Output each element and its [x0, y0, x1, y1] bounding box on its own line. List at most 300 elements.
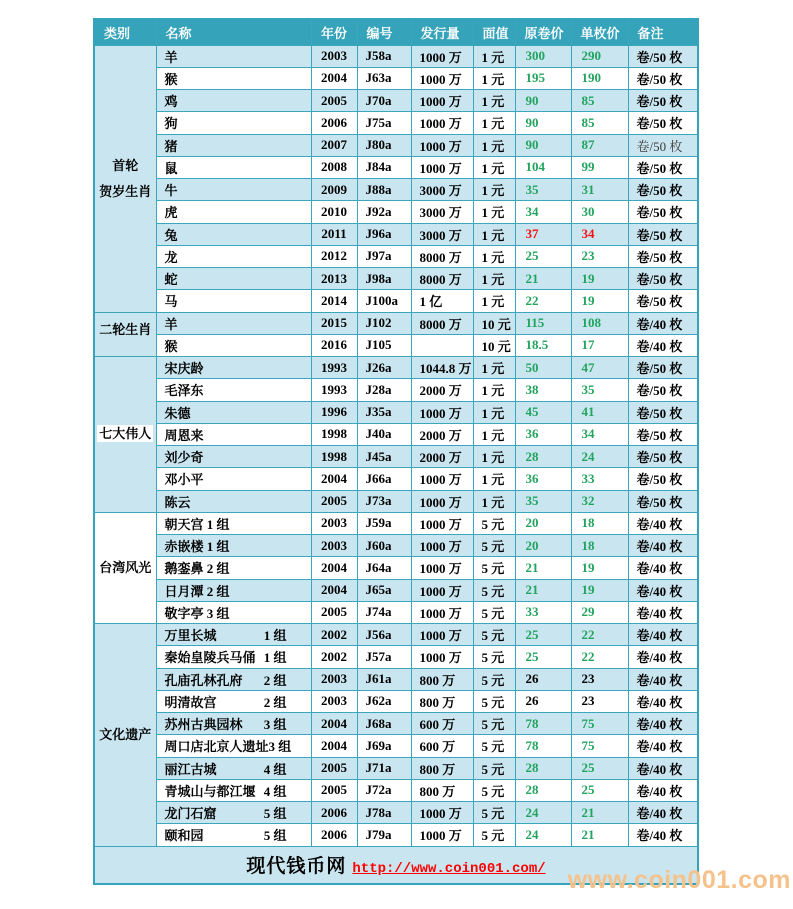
- cell-face-value: 1 元: [473, 67, 515, 89]
- cell-remark: 卷/50 枚: [628, 223, 698, 245]
- cell-volume: 1000 万: [411, 67, 473, 89]
- cell-unit-price: 29: [571, 601, 628, 623]
- cell-name: 狗: [156, 112, 311, 134]
- cell-face-value: 5 元: [473, 624, 515, 646]
- cell-unit-price: 85: [571, 112, 628, 134]
- cell-remark: 卷/40 枚: [628, 601, 698, 623]
- cell-unit-price: 23: [571, 245, 628, 267]
- cell-remark: 卷/40 枚: [628, 312, 698, 334]
- cell-name: 刘少奇: [156, 446, 311, 468]
- cell-unit-price: 24: [571, 446, 628, 468]
- cell-volume: 2000 万: [411, 446, 473, 468]
- cell-year: 2004: [311, 713, 357, 735]
- cell-roll-price: 26: [515, 668, 571, 690]
- cell-code: J60a: [357, 535, 411, 557]
- cell-year: 2010: [311, 201, 357, 223]
- cell-name: 羊: [156, 45, 311, 67]
- cell-year: 2005: [311, 601, 357, 623]
- cell-unit-price: 33: [571, 468, 628, 490]
- cell-roll-price: 45: [515, 401, 571, 423]
- group-label: 2 组: [263, 672, 287, 688]
- cell-unit-price: 22: [571, 646, 628, 668]
- cell-roll-price: 25: [515, 245, 571, 267]
- cell-unit-price: 290: [571, 45, 628, 67]
- cell-name: 龙: [156, 245, 311, 267]
- cell-volume: 1000 万: [411, 824, 473, 846]
- group-label: 5 组: [263, 806, 287, 822]
- cell-name: 青城山与都江堰 4 组: [156, 779, 311, 801]
- header-code: 编号: [357, 19, 411, 45]
- cell-year: 2004: [311, 67, 357, 89]
- cell-remark: 卷/50 枚: [628, 357, 698, 379]
- table-row: [94, 312, 698, 334]
- cell-name: 猪: [156, 134, 311, 156]
- cell-volume: 1000 万: [411, 156, 473, 178]
- cell-roll-price: 90: [515, 112, 571, 134]
- cell-code: J72a: [357, 779, 411, 801]
- cell-volume: 1000 万: [411, 802, 473, 824]
- table-row: [94, 646, 698, 668]
- table-row: [94, 757, 698, 779]
- cell-roll-price: 26: [515, 690, 571, 712]
- cell-face-value: 5 元: [473, 779, 515, 801]
- cell-code: J75a: [357, 112, 411, 134]
- cell-name: 马: [156, 290, 311, 312]
- cell-roll-price: 36: [515, 468, 571, 490]
- cell-year: 2003: [311, 45, 357, 67]
- header-row: [94, 19, 698, 45]
- cell-name: 赤嵌楼 1 组: [156, 535, 311, 557]
- cell-year: 2005: [311, 490, 357, 512]
- cell-name: 宋庆龄: [156, 357, 311, 379]
- cell-name: 邓小平: [156, 468, 311, 490]
- cell-code: J88a: [357, 179, 411, 201]
- cell-year: 2012: [311, 245, 357, 267]
- table-row: [94, 290, 698, 312]
- cell-code: J78a: [357, 802, 411, 824]
- cell-face-value: 1 元: [473, 446, 515, 468]
- cell-volume: 1 亿: [411, 290, 473, 312]
- cell-face-value: 10 元: [473, 312, 515, 334]
- table-row: [94, 468, 698, 490]
- cell-remark: 卷/50 枚: [628, 446, 698, 468]
- cell-unit-price: 34: [571, 423, 628, 445]
- cell-roll-price: 50: [515, 357, 571, 379]
- cell-name: 颐和园 5 组: [156, 824, 311, 846]
- cell-code: J97a: [357, 245, 411, 267]
- cell-name: 羊: [156, 312, 311, 334]
- cell-year: 2006: [311, 112, 357, 134]
- cell-name: 日月潭 2 组: [156, 579, 311, 601]
- cell-volume: 800 万: [411, 779, 473, 801]
- cell-code: J58a: [357, 45, 411, 67]
- cell-name: 毛泽东: [156, 379, 311, 401]
- cell-face-value: 5 元: [473, 668, 515, 690]
- cell-unit-price: 19: [571, 268, 628, 290]
- table-row: [94, 379, 698, 401]
- group-label: 5 组: [263, 828, 287, 844]
- cell-face-value: 5 元: [473, 690, 515, 712]
- cell-name: 龙门石窟 5 组: [156, 802, 311, 824]
- cell-code: J64a: [357, 557, 411, 579]
- table-row: [94, 90, 698, 112]
- cell-year: 2013: [311, 268, 357, 290]
- table-row: [94, 779, 698, 801]
- cell-code: J92a: [357, 201, 411, 223]
- cell-name: 兔: [156, 223, 311, 245]
- cell-unit-price: 19: [571, 290, 628, 312]
- cell-face-value: 5 元: [473, 713, 515, 735]
- group-label: 4 组: [263, 761, 287, 777]
- group-label: 3 组: [263, 717, 287, 733]
- cell-year: 2004: [311, 468, 357, 490]
- cell-year: 2003: [311, 512, 357, 534]
- cell-remark: 卷/50 枚: [628, 134, 698, 156]
- cell-face-value: 1 元: [473, 90, 515, 112]
- cell-roll-price: 104: [515, 156, 571, 178]
- cell-year: 2004: [311, 579, 357, 601]
- cell-roll-price: 195: [515, 67, 571, 89]
- cell-roll-price: 20: [515, 512, 571, 534]
- table-row: [94, 512, 698, 534]
- cell-remark: 卷/50 枚: [628, 201, 698, 223]
- cell-face-value: 5 元: [473, 557, 515, 579]
- cell-roll-price: 90: [515, 134, 571, 156]
- cell-volume: 1000 万: [411, 624, 473, 646]
- cell-year: 1993: [311, 357, 357, 379]
- cell-unit-price: 18: [571, 512, 628, 534]
- cell-roll-price: 21: [515, 557, 571, 579]
- cell-unit-price: 21: [571, 802, 628, 824]
- group-label: 4 组: [263, 783, 287, 799]
- cell-year: 2015: [311, 312, 357, 334]
- cell-face-value: 1 元: [473, 379, 515, 401]
- cell-unit-price: 25: [571, 757, 628, 779]
- cell-roll-price: 20: [515, 535, 571, 557]
- cell-unit-price: 19: [571, 579, 628, 601]
- table-row: [94, 201, 698, 223]
- cell-volume: 600 万: [411, 735, 473, 757]
- cell-year: 1998: [311, 423, 357, 445]
- cell-year: 2002: [311, 624, 357, 646]
- cell-volume: 1000 万: [411, 601, 473, 623]
- cell-code: J79a: [357, 824, 411, 846]
- cell-year: 2007: [311, 134, 357, 156]
- cell-code: J45a: [357, 446, 411, 468]
- cell-unit-price: 23: [571, 690, 628, 712]
- table-row: [94, 535, 698, 557]
- cell-code: J98a: [357, 268, 411, 290]
- table-row: [94, 490, 698, 512]
- cell-roll-price: 22: [515, 290, 571, 312]
- cell-volume: 800 万: [411, 690, 473, 712]
- cell-unit-price: 99: [571, 156, 628, 178]
- cell-name: 鸡: [156, 90, 311, 112]
- cell-code: J61a: [357, 668, 411, 690]
- cell-face-value: 5 元: [473, 512, 515, 534]
- cell-name: 猴: [156, 67, 311, 89]
- cell-code: J26a: [357, 357, 411, 379]
- cell-year: 2005: [311, 779, 357, 801]
- cell-volume: 3000 万: [411, 179, 473, 201]
- cell-code: J66a: [357, 468, 411, 490]
- cell-code: J35a: [357, 401, 411, 423]
- cell-remark: 卷/50 枚: [628, 423, 698, 445]
- table-header: [94, 19, 698, 45]
- table-row: [94, 67, 698, 89]
- header-face-value: 面值: [473, 19, 515, 45]
- cell-code: J68a: [357, 713, 411, 735]
- cell-unit-price: 19: [571, 557, 628, 579]
- cell-roll-price: 25: [515, 646, 571, 668]
- cell-year: 2016: [311, 334, 357, 356]
- group-label: 1 组: [263, 628, 287, 644]
- category-cell: [94, 45, 156, 312]
- cell-code: J59a: [357, 512, 411, 534]
- cell-roll-price: 78: [515, 735, 571, 757]
- cell-code: J62a: [357, 690, 411, 712]
- cell-unit-price: 18: [571, 535, 628, 557]
- cell-unit-price: 25: [571, 779, 628, 801]
- cell-remark: 卷/50 枚: [628, 90, 698, 112]
- cell-unit-price: 190: [571, 67, 628, 89]
- table-row: [94, 334, 698, 356]
- cell-remark: 卷/50 枚: [628, 290, 698, 312]
- cell-roll-price: 78: [515, 713, 571, 735]
- cell-name: 朱德: [156, 401, 311, 423]
- cell-code: J40a: [357, 423, 411, 445]
- cell-unit-price: 34: [571, 223, 628, 245]
- cell-remark: 卷/40 枚: [628, 690, 698, 712]
- cell-volume: 1000 万: [411, 401, 473, 423]
- cell-year: 2014: [311, 290, 357, 312]
- cell-face-value: 1 元: [473, 223, 515, 245]
- category-cell: [94, 512, 156, 623]
- cell-name: 丽江古城 4 组: [156, 757, 311, 779]
- cell-remark: 卷/40 枚: [628, 713, 698, 735]
- cell-face-value: 5 元: [473, 802, 515, 824]
- cell-code: J102: [357, 312, 411, 334]
- table-row: [94, 557, 698, 579]
- cell-face-value: 1 元: [473, 156, 515, 178]
- cell-volume: 1000 万: [411, 557, 473, 579]
- cell-roll-price: 35: [515, 490, 571, 512]
- cell-name: 周口店北京人遗址 3 组: [156, 735, 311, 757]
- cell-code: J105: [357, 334, 411, 356]
- cell-face-value: 1 元: [473, 134, 515, 156]
- table-row: [94, 668, 698, 690]
- site-url-link[interactable]: http://www.coin001.com/: [352, 861, 546, 878]
- cell-roll-price: 300: [515, 45, 571, 67]
- cell-year: 2011: [311, 223, 357, 245]
- cell-remark: 卷/40 枚: [628, 624, 698, 646]
- cell-name: 万里长城 1 组: [156, 624, 311, 646]
- cell-year: 2003: [311, 690, 357, 712]
- cell-unit-price: 75: [571, 735, 628, 757]
- price-table: [93, 18, 699, 885]
- cell-name: 孔庙孔林孔府 2 组: [156, 668, 311, 690]
- cell-roll-price: 24: [515, 824, 571, 846]
- table-row: [94, 713, 698, 735]
- cell-roll-price: 25: [515, 624, 571, 646]
- cell-year: 1998: [311, 446, 357, 468]
- table-row: [94, 134, 698, 156]
- cell-face-value: 5 元: [473, 535, 515, 557]
- cell-face-value: 1 元: [473, 423, 515, 445]
- cell-code: J69a: [357, 735, 411, 757]
- cell-remark: 卷/50 枚: [628, 401, 698, 423]
- header-remark: 备注: [628, 19, 698, 45]
- cell-volume: 3000 万: [411, 223, 473, 245]
- table-row: [94, 268, 698, 290]
- cell-code: J80a: [357, 134, 411, 156]
- cell-face-value: 10 元: [473, 334, 515, 356]
- cell-volume: 1000 万: [411, 45, 473, 67]
- cell-volume: 800 万: [411, 757, 473, 779]
- cell-volume: 3000 万: [411, 201, 473, 223]
- cell-remark: 卷/40 枚: [628, 646, 698, 668]
- cell-code: J28a: [357, 379, 411, 401]
- cell-face-value: 1 元: [473, 112, 515, 134]
- cell-year: 2002: [311, 646, 357, 668]
- cell-year: 1996: [311, 401, 357, 423]
- cell-name: 朝天宫 1 组: [156, 512, 311, 534]
- cell-face-value: 1 元: [473, 179, 515, 201]
- table-row: [94, 112, 698, 134]
- cell-roll-price: 90: [515, 90, 571, 112]
- cell-volume: 1000 万: [411, 535, 473, 557]
- cell-volume: 2000 万: [411, 423, 473, 445]
- cell-remark: 卷/50 枚: [628, 468, 698, 490]
- header-unit-price: 单枚价: [571, 19, 628, 45]
- cell-face-value: 1 元: [473, 290, 515, 312]
- cell-year: 2004: [311, 557, 357, 579]
- cell-code: J96a: [357, 223, 411, 245]
- cell-volume: 1000 万: [411, 646, 473, 668]
- cell-volume: 8000 万: [411, 245, 473, 267]
- cell-face-value: 1 元: [473, 268, 515, 290]
- cell-face-value: 5 元: [473, 824, 515, 846]
- cell-unit-price: 21: [571, 824, 628, 846]
- table-row: [94, 579, 698, 601]
- cell-volume: 8000 万: [411, 312, 473, 334]
- table-row: [94, 624, 698, 646]
- cell-code: J84a: [357, 156, 411, 178]
- table-row: [94, 601, 698, 623]
- cell-name: 虎: [156, 201, 311, 223]
- header-roll-price: 原卷价: [515, 19, 571, 45]
- cell-name: 秦始皇陵兵马俑 1 组: [156, 646, 311, 668]
- cell-roll-price: 21: [515, 579, 571, 601]
- category-cell: [94, 312, 156, 357]
- cell-year: 2005: [311, 90, 357, 112]
- cell-roll-price: 18.5: [515, 334, 571, 356]
- header-category: 类别: [94, 19, 156, 45]
- cell-roll-price: 37: [515, 223, 571, 245]
- table-row: [94, 401, 698, 423]
- cell-face-value: 5 元: [473, 646, 515, 668]
- cell-volume: 8000 万: [411, 268, 473, 290]
- cell-remark: 卷/40 枚: [628, 735, 698, 757]
- cell-unit-price: 22: [571, 624, 628, 646]
- cell-volume: 1000 万: [411, 579, 473, 601]
- cell-volume: [411, 334, 473, 356]
- cell-year: 2003: [311, 535, 357, 557]
- cell-code: J74a: [357, 601, 411, 623]
- cell-code: J57a: [357, 646, 411, 668]
- cell-name: 明清故宫 2 组: [156, 690, 311, 712]
- cell-volume: 1000 万: [411, 512, 473, 534]
- cell-roll-price: 115: [515, 312, 571, 334]
- cell-volume: 1000 万: [411, 90, 473, 112]
- cell-roll-price: 28: [515, 757, 571, 779]
- cell-name: 鹅銮鼻 2 组: [156, 557, 311, 579]
- cell-roll-price: 24: [515, 802, 571, 824]
- cell-unit-price: 87: [571, 134, 628, 156]
- cell-remark: 卷/40 枚: [628, 557, 698, 579]
- cell-face-value: 5 元: [473, 601, 515, 623]
- cell-roll-price: 33: [515, 601, 571, 623]
- cell-name: 周恩来: [156, 423, 311, 445]
- table-row: [94, 45, 698, 67]
- cell-remark: 卷/50 枚: [628, 67, 698, 89]
- cell-name: 苏州古典园林 3 组: [156, 713, 311, 735]
- cell-volume: 1000 万: [411, 468, 473, 490]
- cell-unit-price: 47: [571, 357, 628, 379]
- table-body: [94, 45, 698, 846]
- cell-name: 鼠: [156, 156, 311, 178]
- cell-unit-price: 85: [571, 90, 628, 112]
- cell-remark: 卷/50 枚: [628, 245, 698, 267]
- cell-face-value: 5 元: [473, 579, 515, 601]
- cell-face-value: 1 元: [473, 201, 515, 223]
- watermark: www.coin001.com: [567, 866, 791, 894]
- cell-code: J73a: [357, 490, 411, 512]
- cell-name: 蛇: [156, 268, 311, 290]
- cell-face-value: 1 元: [473, 401, 515, 423]
- cell-name: 陈云: [156, 490, 311, 512]
- cell-name: 猴: [156, 334, 311, 356]
- cell-unit-price: 41: [571, 401, 628, 423]
- cell-unit-price: 35: [571, 379, 628, 401]
- cell-year: 2006: [311, 824, 357, 846]
- cell-volume: 1044.8 万: [411, 357, 473, 379]
- cell-face-value: 1 元: [473, 490, 515, 512]
- table-row: [94, 446, 698, 468]
- category-cell: [94, 624, 156, 847]
- table-row: [94, 357, 698, 379]
- cell-face-value: 1 元: [473, 357, 515, 379]
- cell-year: 2008: [311, 156, 357, 178]
- cell-remark: 卷/40 枚: [628, 668, 698, 690]
- cell-remark: 卷/50 枚: [628, 179, 698, 201]
- cell-remark: 卷/40 枚: [628, 757, 698, 779]
- cell-remark: 卷/40 枚: [628, 802, 698, 824]
- cell-roll-price: 28: [515, 779, 571, 801]
- cell-code: J56a: [357, 624, 411, 646]
- cell-volume: 1000 万: [411, 134, 473, 156]
- table-row: [94, 802, 698, 824]
- group-label: 3 组: [268, 739, 292, 755]
- cell-remark: 卷/50 枚: [628, 112, 698, 134]
- cell-roll-price: 38: [515, 379, 571, 401]
- table-row: [94, 223, 698, 245]
- category-label: 七大伟人: [99, 426, 152, 442]
- cell-remark: 卷/40 枚: [628, 579, 698, 601]
- cell-year: 1993: [311, 379, 357, 401]
- cell-volume: 1000 万: [411, 490, 473, 512]
- cell-unit-price: 108: [571, 312, 628, 334]
